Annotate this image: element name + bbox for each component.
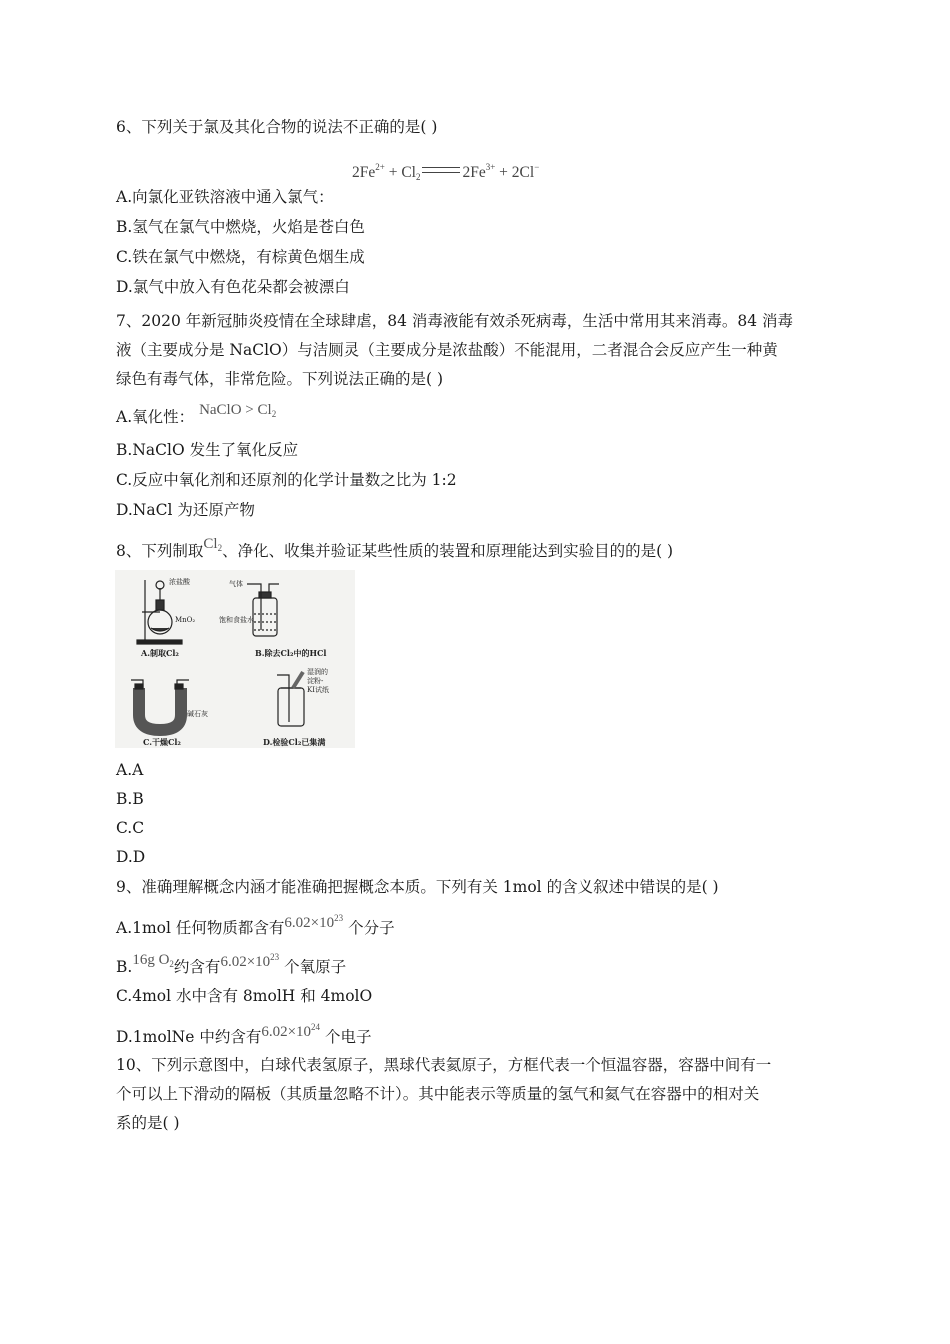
math-text: 6.02×10 [284, 915, 335, 931]
eq-sup: − [534, 162, 540, 172]
label-moist: 湿润的 [307, 668, 328, 676]
math-text: 6.02×10 [220, 954, 271, 970]
q10-stem-line-1: 10、下列示意图中，白球代表氢原子，黑球代表氦原子，方框代表一个恒温容器，容器中间有一 [116, 1056, 772, 1074]
apparatus-a-flask [137, 580, 182, 644]
option-text: 个电子 [324, 1028, 372, 1046]
q7-option-b: B.NaClO 发生了氧化反应 [116, 441, 299, 459]
apparatus-c-u-tube [131, 680, 189, 730]
option-text: 约含有 [173, 958, 221, 976]
label-mno2: MnO₂ [175, 616, 196, 624]
math-sub: 2 [169, 959, 174, 969]
q8-option-d: D.D [116, 848, 146, 866]
q7-option-c: C.反应中氧化剂和还原剂的化学计量数之比为 1:2 [116, 471, 457, 489]
math-expression [284, 915, 343, 931]
q9-stem: 9、准确理解概念内涵才能准确把握概念本质。下列有关 1mol 的含义叙述中错误的是( ) [116, 878, 719, 896]
q9-option-a [116, 914, 395, 939]
math-text: Cl [203, 536, 218, 552]
caption-c: C.干燥Cl₂ [143, 737, 181, 747]
q6-option-d: D.氯气中放入有色花朵都会被漂白 [116, 278, 350, 296]
eq-term: 2Fe [352, 164, 376, 181]
math-sup: 23 [334, 913, 344, 923]
apparatus-figure [115, 570, 355, 748]
stem-text: 、净化、收集并验证某些性质的装置和原理能达到实验目的的是( ) [222, 542, 674, 560]
label-conc-hcl: 浓盐酸 [169, 578, 190, 586]
math-expression [203, 536, 222, 552]
eq-term: 2Fe [462, 164, 486, 181]
option-label: A.氧化性： [116, 408, 195, 426]
label-ki-paper: KI试纸 [307, 686, 329, 694]
eq-sup: 3+ [485, 162, 496, 172]
option-label: B. [116, 958, 133, 976]
q8-option-c: C.C [116, 819, 145, 837]
math-expression [132, 952, 174, 968]
math-sub: 2 [271, 409, 277, 419]
q7-option-d: D.NaCl 为还原产物 [116, 501, 255, 519]
apparatus-d-gas-jar [277, 672, 304, 726]
math-expression [261, 1024, 320, 1040]
option-text: A.1mol 任何物质都含有 [116, 919, 285, 937]
q10-stem-line-3: 系的是( ) [116, 1114, 180, 1132]
option-text: D.1molNe 中约含有 [116, 1028, 262, 1046]
eq-term: + Cl [384, 164, 416, 181]
q8-option-b: B.B [116, 790, 144, 808]
q8-option-a: A.A [116, 761, 144, 779]
q6-option-b: B.氢气在氯气中燃烧，火焰是苍白色 [116, 218, 365, 236]
math-sup: 23 [270, 952, 280, 962]
math-expression [199, 402, 276, 418]
caption-d: D.检验Cl₂已集满 [263, 737, 326, 747]
apparatus-b-wash-bottle [247, 584, 279, 636]
caption-b: B.除去Cl₂中的HCl [255, 648, 327, 658]
q9-option-d [116, 1023, 372, 1048]
q8-stem [116, 536, 674, 566]
label-saturated-brine: 饱和食盐水 [219, 616, 254, 624]
q9-option-c: C.4mol 水中含有 8molH 和 4molO [116, 987, 373, 1005]
q7-option-a [116, 402, 277, 432]
option-text: 个氧原子 [284, 958, 347, 976]
equals-sign [422, 167, 460, 173]
q7-stem-line-1: 7、2020 年新冠肺炎疫情在全球肆虐，84 消毒液能有效杀死病毒，生活中常用其来消毒。84 消毒 [116, 312, 794, 330]
q7-stem-line-3: 绿色有毒气体，非常危险。下列说法正确的是( ) [116, 370, 444, 388]
eq-sup: 2+ [375, 162, 385, 172]
math-sub: 2 [217, 543, 223, 553]
math-expression [220, 954, 279, 970]
label-starch: 淀粉- [307, 677, 324, 685]
caption-a: A.制取Cl₂ [141, 648, 179, 658]
q9-option-b [116, 953, 346, 982]
label-gas: 气体 [229, 580, 243, 588]
eq-sub: 2 [415, 172, 421, 182]
q7-stem-line-2: 液（主要成分是 NaClO）与洁厕灵（主要成分是浓盐酸）不能混用，二者混合会反应产生一种黄 [116, 341, 778, 359]
math-sup: 24 [311, 1022, 321, 1032]
option-text: 个分子 [348, 919, 395, 937]
math-text: 6.02×10 [261, 1024, 312, 1040]
q6-option-c: C.铁在氯气中燃烧，有棕黄色烟生成 [116, 248, 365, 266]
q10-stem-line-2: 个可以上下滑动的隔板（其质量忽略不计）。其中能表示等质量的氢气和氦气在容器中的相对关 [116, 1085, 760, 1103]
math-text: 16g O [132, 952, 170, 968]
q6-option-a: A.向氯化亚铁溶液中通入氯气： [116, 188, 334, 206]
stem-text: 8、下列制取 [116, 542, 204, 560]
math-text: NaClO > Cl [199, 402, 272, 418]
q6-equation [352, 162, 539, 182]
eq-term: + 2Cl [495, 164, 535, 181]
label-soda-lime: 碱石灰 [187, 710, 208, 718]
q6-stem: 6、下列关于氯及其化合物的说法不正确的是( ) [116, 118, 438, 136]
